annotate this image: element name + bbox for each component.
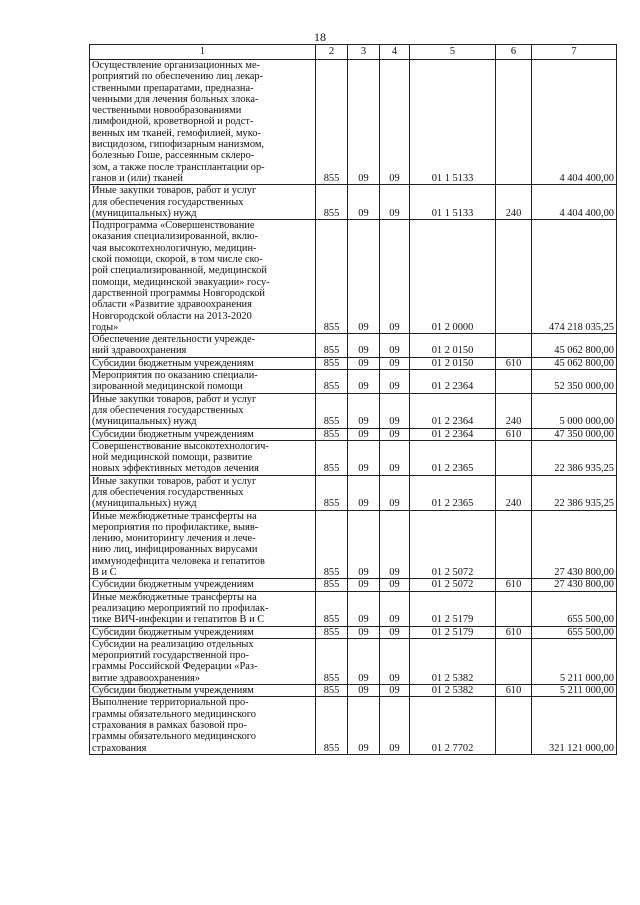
row-description-text: Иные закупки товаров, работ и услуг для обеспечения государственных (муниципальных) нужд — [92, 475, 257, 510]
row-description — [90, 334, 316, 358]
cell-ministry: 855 — [316, 638, 348, 684]
row-description-text: Субсидии бюджетным учреждениям — [92, 685, 254, 697]
cell-subsection: 09 — [380, 697, 410, 754]
cell-amount: 27 430 800,00 — [532, 579, 617, 591]
cell-section: 09 — [348, 475, 380, 510]
row-description-text: Иные закупки товаров, работ и услуг для обеспечения государственных (муниципальных) нужд — [92, 185, 257, 219]
row-description — [90, 579, 316, 591]
cell-subsection: 09 — [380, 60, 410, 185]
cell-ministry: 855 — [316, 440, 348, 475]
cell-section: 09 — [348, 638, 380, 684]
table-row — [90, 579, 617, 591]
cell-amount: 22 386 935,25 — [532, 475, 617, 510]
cell-amount: 474 218 035,25 — [532, 220, 617, 334]
cell-ministry: 855 — [316, 626, 348, 638]
header-col-7: 7 — [532, 45, 617, 60]
table-row — [90, 428, 617, 440]
cell-ministry: 855 — [316, 475, 348, 510]
cell-amount: 321 121 000,00 — [532, 697, 617, 754]
table-row — [90, 393, 617, 428]
cell-expense-type — [496, 440, 532, 475]
cell-target-article: 01 2 5072 — [410, 579, 496, 591]
table-row — [90, 638, 617, 684]
row-description-text: Иные межбюджетные трансферты на реализацию мероприятий по профилак- тике ВИЧ-инфекции и гепатитов В и С — [92, 591, 269, 626]
cell-target-article: 01 2 2364 — [410, 428, 496, 440]
cell-expense-type — [496, 334, 532, 358]
cell-expense-type: 610 — [496, 357, 532, 369]
cell-section: 09 — [348, 440, 380, 475]
cell-section: 09 — [348, 60, 380, 185]
cell-subsection: 09 — [380, 579, 410, 591]
row-description — [90, 510, 316, 579]
row-description-text: Субсидии бюджетным учреждениям — [92, 579, 254, 591]
cell-amount: 5 000 000,00 — [532, 393, 617, 428]
table-row — [90, 357, 617, 369]
cell-amount: 47 350 000,00 — [532, 428, 617, 440]
row-description-text: Мероприятия по оказанию специали- зированной медицинской помощи — [92, 370, 258, 393]
row-description — [90, 440, 316, 475]
table-header-row — [90, 45, 617, 60]
cell-section: 09 — [348, 357, 380, 369]
table-row — [90, 626, 617, 638]
row-description — [90, 697, 316, 754]
cell-target-article: 01 2 5179 — [410, 591, 496, 626]
cell-amount: 655 500,00 — [532, 591, 617, 626]
row-description-text: Обеспечение деятельности учрежде- ний здравоохранения — [92, 334, 256, 357]
cell-ministry: 855 — [316, 60, 348, 185]
cell-subsection: 09 — [380, 626, 410, 638]
cell-expense-type — [496, 697, 532, 754]
cell-amount: 45 062 800,00 — [532, 357, 617, 369]
row-description — [90, 475, 316, 510]
cell-subsection: 09 — [380, 591, 410, 626]
cell-expense-type — [496, 60, 532, 185]
cell-amount: 655 500,00 — [532, 626, 617, 638]
cell-target-article: 01 2 7702 — [410, 697, 496, 754]
table-row — [90, 591, 617, 626]
header-col-3: 3 — [348, 45, 380, 60]
cell-target-article: 01 2 2365 — [410, 475, 496, 510]
row-description — [90, 591, 316, 626]
cell-expense-type: 610 — [496, 579, 532, 591]
cell-subsection: 09 — [380, 440, 410, 475]
cell-amount: 4 404 400,00 — [532, 185, 617, 220]
cell-target-article: 01 2 2365 — [410, 440, 496, 475]
cell-target-article: 01 2 5382 — [410, 638, 496, 684]
row-description-text: Иные закупки товаров, работ и услуг для обеспечения государственных (муниципальных) нужд — [92, 393, 257, 428]
table-row — [90, 440, 617, 475]
row-description — [90, 185, 316, 220]
table-row — [90, 510, 617, 579]
cell-target-article: 01 2 0000 — [410, 220, 496, 334]
cell-subsection: 09 — [380, 370, 410, 394]
cell-expense-type — [496, 591, 532, 626]
cell-amount: 52 350 000,00 — [532, 370, 617, 394]
cell-expense-type — [496, 370, 532, 394]
cell-target-article: 01 2 5072 — [410, 510, 496, 579]
cell-subsection: 09 — [380, 334, 410, 358]
cell-target-article: 01 2 0150 — [410, 357, 496, 369]
cell-section: 09 — [348, 334, 380, 358]
cell-target-article: 01 2 0150 — [410, 334, 496, 358]
table-row — [90, 220, 617, 334]
row-description — [90, 60, 316, 185]
row-description-text: Субсидии бюджетным учреждениям — [92, 626, 254, 638]
table-row — [90, 334, 617, 358]
table-row — [90, 685, 617, 697]
row-description-text: Субсидии на реализацию отдельных мероприятий государственной про- граммы Российской Федерации «Раз- витие здравоохранения» — [92, 638, 258, 684]
cell-expense-type: 610 — [496, 626, 532, 638]
cell-target-article: 01 1 5133 — [410, 185, 496, 220]
cell-expense-type: 610 — [496, 428, 532, 440]
cell-subsection: 09 — [380, 393, 410, 428]
cell-ministry: 855 — [316, 357, 348, 369]
table-row — [90, 370, 617, 394]
cell-target-article: 01 1 5133 — [410, 60, 496, 185]
cell-subsection: 09 — [380, 220, 410, 334]
cell-expense-type — [496, 510, 532, 579]
table-row — [90, 185, 617, 220]
cell-section: 09 — [348, 626, 380, 638]
cell-ministry: 855 — [316, 591, 348, 626]
cell-expense-type: 240 — [496, 475, 532, 510]
row-description-text: Иные межбюджетные трансферты на мероприятия по профилактике, выяв- лению, мониторингу лечения и лече- нию лиц, инфицированных вирусами иммунодефицита человека и гепатитов В и С — [92, 510, 265, 579]
cell-section: 09 — [348, 510, 380, 579]
header-col-6: 6 — [496, 45, 532, 60]
cell-expense-type — [496, 638, 532, 684]
table-row — [90, 697, 617, 754]
cell-ministry: 855 — [316, 510, 348, 579]
page-number: 18 — [314, 30, 326, 44]
cell-amount: 22 386 935,25 — [532, 440, 617, 475]
cell-section: 09 — [348, 685, 380, 697]
cell-expense-type: 240 — [496, 393, 532, 428]
cell-ministry: 855 — [316, 428, 348, 440]
cell-target-article: 01 2 5382 — [410, 685, 496, 697]
cell-ministry: 855 — [316, 334, 348, 358]
cell-subsection: 09 — [380, 510, 410, 579]
cell-section: 09 — [348, 591, 380, 626]
cell-target-article: 01 2 5179 — [410, 626, 496, 638]
cell-subsection: 09 — [380, 638, 410, 684]
cell-section: 09 — [348, 428, 380, 440]
budget-table — [89, 44, 617, 755]
cell-ministry: 855 — [316, 370, 348, 394]
row-description — [90, 638, 316, 684]
cell-ministry: 855 — [316, 393, 348, 428]
row-description-text: Субсидии бюджетным учреждениям — [92, 357, 254, 369]
cell-subsection: 09 — [380, 475, 410, 510]
row-description — [90, 357, 316, 369]
row-description — [90, 428, 316, 440]
cell-amount: 45 062 800,00 — [532, 334, 617, 358]
cell-ministry: 855 — [316, 685, 348, 697]
cell-subsection: 09 — [380, 428, 410, 440]
header-col-2: 2 — [316, 45, 348, 60]
cell-amount: 4 404 400,00 — [532, 60, 617, 185]
table-row — [90, 475, 617, 510]
cell-ministry: 855 — [316, 697, 348, 754]
header-col-5: 5 — [410, 45, 496, 60]
row-description-text: Субсидии бюджетным учреждениям — [92, 428, 254, 440]
header-col-1: 1 — [90, 45, 316, 60]
cell-expense-type: 610 — [496, 685, 532, 697]
cell-ministry: 855 — [316, 579, 348, 591]
cell-section: 09 — [348, 370, 380, 394]
cell-expense-type: 240 — [496, 185, 532, 220]
cell-ministry: 855 — [316, 220, 348, 334]
cell-target-article: 01 2 2364 — [410, 393, 496, 428]
row-description — [90, 685, 316, 697]
cell-ministry: 855 — [316, 185, 348, 220]
row-description — [90, 220, 316, 334]
row-description-text: Осуществление организационных ме- роприятий по обеспечению лиц лекар- ственными препаратами, предназна- ченными для лечения больных злока- чественными новообразованиями лимфоидной, кроветворной и родст- венных им тканей, гемофилией, муко- висцидозом, гипофизарным нанизмом, болезнью Гоше, рассеянным склеро- зом, а также после трансплантации ор- ганов и (или) тканей — [92, 60, 265, 184]
row-description — [90, 626, 316, 638]
cell-subsection: 09 — [380, 685, 410, 697]
row-description — [90, 370, 316, 394]
row-description-text: Выполнение территориальной про- граммы обязательного медицинского страхования в рамках базовой про- граммы обязательного медицинского страхования — [92, 697, 256, 754]
row-description-text: Совершенствование высокотехнологич- ной медицинской помощи, развитие новых эффективных методов лечения — [92, 440, 269, 475]
header-col-4: 4 — [380, 45, 410, 60]
cell-expense-type — [496, 220, 532, 334]
cell-section: 09 — [348, 697, 380, 754]
cell-amount: 5 211 000,00 — [532, 638, 617, 684]
table-row — [90, 60, 617, 185]
cell-section: 09 — [348, 185, 380, 220]
row-description-text: Подпрограмма «Совершенствование оказания специализированной, вклю- чая высокотехнологичную, медицин- ской помощи, скорой, в том числе ско- рой специализированной, медицинской помощи, медицинской эвакуации» госу- дарственной программы Новгородской области «Развитие здравоохранения Новгородской области на 2013-2020 годы» — [92, 220, 270, 333]
cell-amount: 27 430 800,00 — [532, 510, 617, 579]
cell-subsection: 09 — [380, 357, 410, 369]
cell-subsection: 09 — [380, 185, 410, 220]
table-body — [90, 60, 617, 755]
row-description — [90, 393, 316, 428]
cell-target-article: 01 2 2364 — [410, 370, 496, 394]
cell-section: 09 — [348, 393, 380, 428]
cell-section: 09 — [348, 220, 380, 334]
cell-amount: 5 211 000,00 — [532, 685, 617, 697]
cell-section: 09 — [348, 579, 380, 591]
